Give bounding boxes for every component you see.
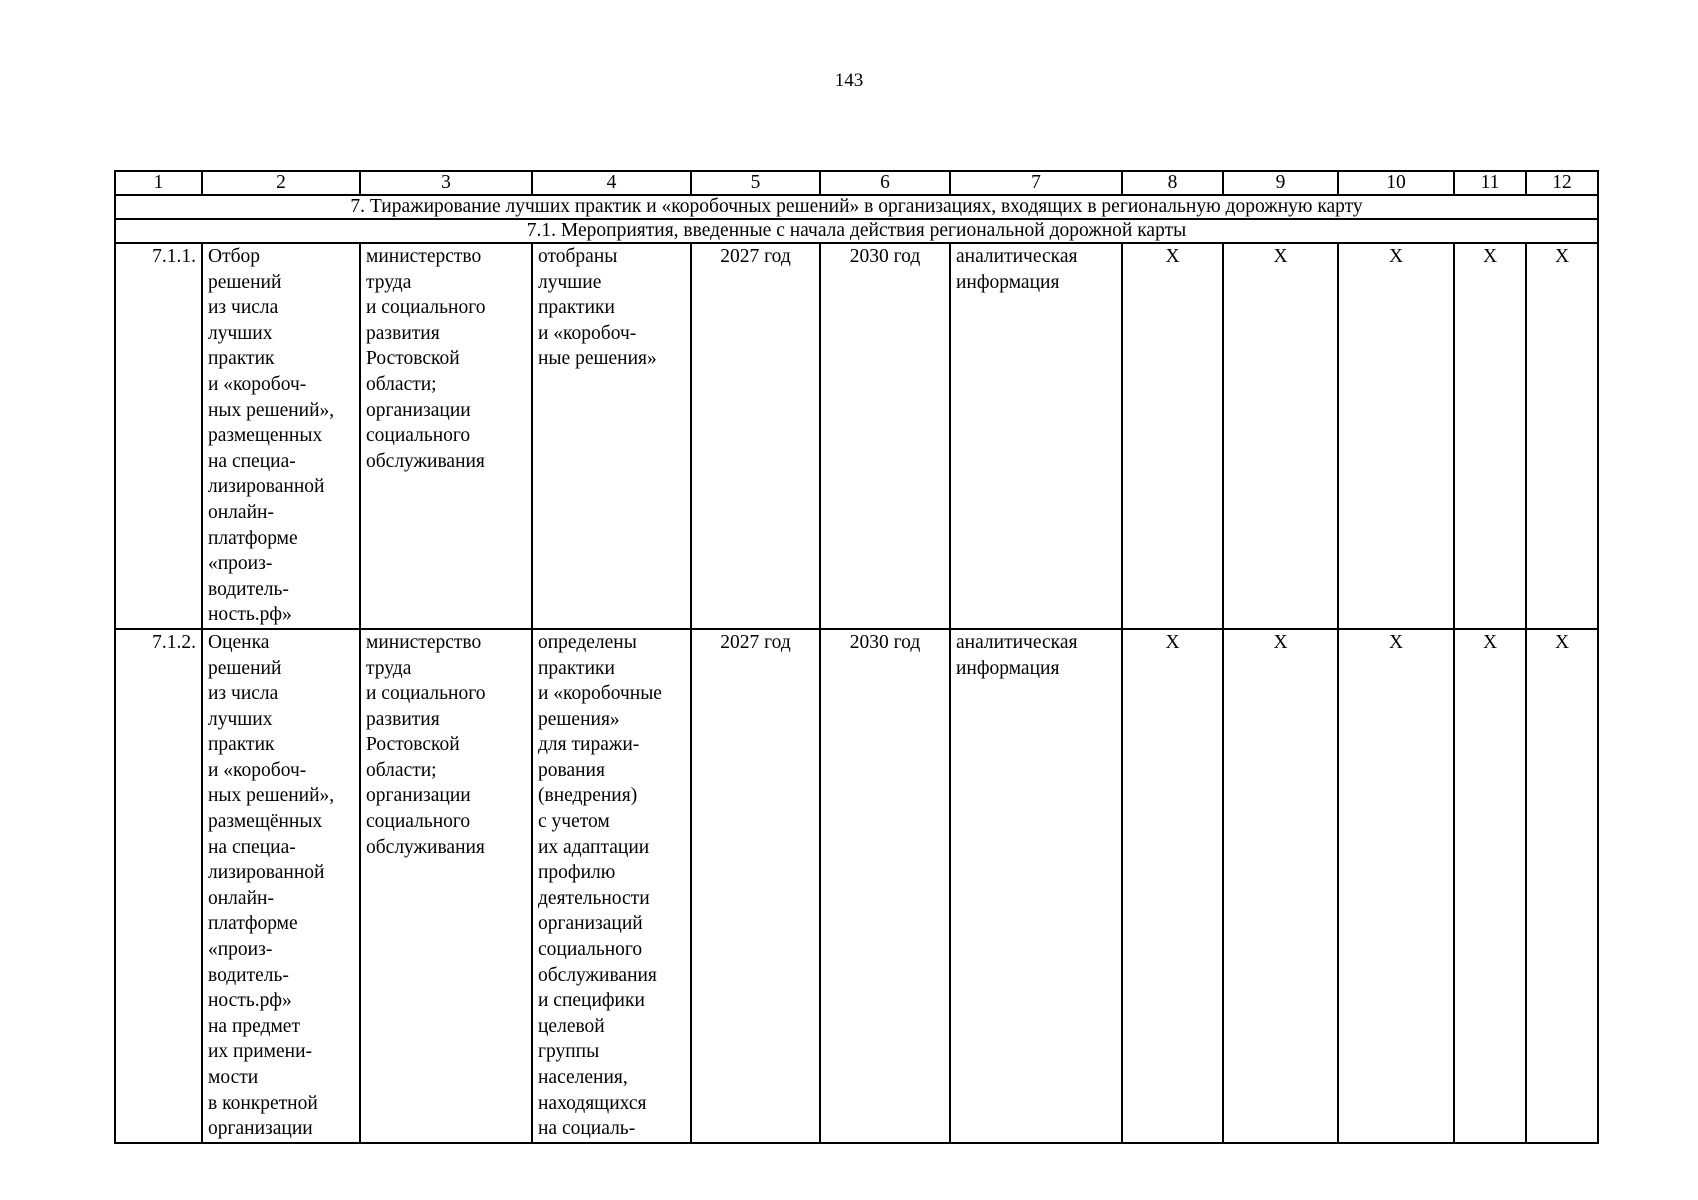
- cell-line: министерство: [366, 631, 482, 653]
- cell-line: труда: [366, 271, 412, 293]
- cell-line: отобраны: [538, 246, 618, 267]
- mark-cell: Х: [1122, 243, 1223, 629]
- start-date-cell: 2027 год: [691, 243, 820, 629]
- table-row: [115, 629, 1598, 1143]
- end-date-cell: 2030 год: [820, 629, 950, 1143]
- roadmap-table: [114, 170, 1599, 1144]
- cell-line: информация: [956, 657, 1060, 679]
- section-row: [115, 195, 1598, 219]
- cell-line: онлайн-: [208, 501, 274, 523]
- cell-line: «произ-: [208, 939, 273, 961]
- cell-line: профилю: [538, 862, 616, 884]
- cell-line: на специа-: [208, 836, 296, 858]
- cell-line: практик: [208, 734, 275, 756]
- cell-line: социального: [366, 425, 471, 447]
- section-title: 7. Тиражирование лучших практик и «коробочных решений» в организациях, входящих в региональную дорожную карту: [115, 195, 1598, 219]
- cell-line: области;: [366, 373, 437, 395]
- document-cell: [950, 629, 1122, 1143]
- cell-line: и «коробоч-: [208, 373, 307, 395]
- cell-line: развития: [366, 708, 440, 730]
- subsection-row: [115, 219, 1598, 243]
- mark-cell: Х: [1454, 243, 1526, 629]
- cell-line: онлайн-: [208, 887, 274, 909]
- cell-line: обслуживания: [538, 964, 657, 986]
- event-cell: [202, 243, 360, 629]
- cell-line: организации: [208, 1118, 313, 1140]
- column-header: 2: [202, 171, 360, 195]
- cell-line: Ростовской: [366, 734, 460, 756]
- cell-line: и специфики: [538, 990, 645, 1012]
- mark-cell: Х: [1454, 629, 1526, 1143]
- cell-line: в конкретной: [208, 1092, 318, 1114]
- cell-line: лучшие: [538, 271, 602, 293]
- cell-line: информация: [956, 271, 1060, 293]
- cell-line: решения»: [538, 708, 620, 730]
- cell-line: практик: [208, 348, 275, 370]
- mark-cell: Х: [1122, 629, 1223, 1143]
- cell-line: их адаптации: [538, 836, 650, 858]
- cell-line: Оценка: [208, 631, 270, 653]
- cell-line: аналитическая: [956, 631, 1078, 653]
- column-header: 12: [1526, 171, 1598, 195]
- mark-cell: Х: [1223, 243, 1338, 629]
- cell-line: ные решения»: [538, 348, 657, 370]
- mark-cell: Х: [1223, 629, 1338, 1143]
- cell-line: решений: [208, 271, 282, 293]
- cell-line: их примени-: [208, 1041, 313, 1063]
- column-header: 6: [820, 171, 950, 195]
- cell-line: водитель-: [208, 964, 289, 986]
- page-number: 143: [834, 70, 864, 91]
- column-header: 10: [1338, 171, 1454, 195]
- cell-line: и «коробоч-: [208, 759, 307, 781]
- cell-line: населения,: [538, 1067, 628, 1088]
- cell-line: министерство: [366, 246, 482, 267]
- cell-line: практики: [538, 297, 615, 319]
- cell-line: на социаль-: [538, 1118, 636, 1140]
- cell-line: лизированной: [208, 476, 325, 498]
- subsection-title: 7.1. Мероприятия, введенные с начала действия региональной дорожной карты: [115, 219, 1598, 243]
- responsible-cell: [360, 243, 532, 629]
- row-number: 7.1.2.: [115, 629, 202, 1143]
- column-header: 7: [950, 171, 1122, 195]
- cell-line: платформе: [208, 913, 298, 935]
- cell-line: практики: [538, 657, 615, 679]
- cell-line: из числа: [208, 683, 279, 705]
- cell-line: ность.рф»: [208, 604, 292, 626]
- cell-line: для тиражи-: [538, 734, 640, 756]
- cell-line: ных решений»,: [208, 399, 335, 421]
- cell-line: водитель-: [208, 578, 289, 600]
- cell-line: группы: [538, 1041, 600, 1063]
- cell-line: Ростовской: [366, 348, 460, 370]
- start-date-cell: 2027 год: [691, 629, 820, 1143]
- cell-line: ных решений»,: [208, 785, 335, 807]
- cell-line: развития: [366, 322, 440, 344]
- document-cell: [950, 243, 1122, 629]
- cell-line: и социального: [366, 683, 486, 705]
- cell-line: социального: [366, 811, 471, 833]
- cell-line: лизированной: [208, 862, 325, 884]
- cell-line: и «коробоч-: [538, 322, 637, 344]
- cell-line: организации: [366, 399, 471, 421]
- column-header: 9: [1223, 171, 1338, 195]
- cell-line: находящихся: [538, 1092, 647, 1114]
- mark-cell: Х: [1338, 629, 1454, 1143]
- cell-line: ность.рф»: [208, 990, 292, 1012]
- cell-line: обслуживания: [366, 836, 485, 858]
- cell-line: организации: [366, 785, 471, 807]
- cell-line: труда: [366, 657, 412, 679]
- column-header: 3: [360, 171, 532, 195]
- cell-line: лучших: [208, 708, 273, 730]
- cell-line: размещённых: [208, 811, 323, 833]
- responsible-cell: [360, 629, 532, 1143]
- cell-line: на специа-: [208, 450, 296, 472]
- cell-line: и «коробочные: [538, 683, 662, 705]
- cell-line: из числа: [208, 297, 279, 319]
- cell-line: решений: [208, 657, 282, 679]
- cell-line: рования: [538, 759, 605, 781]
- cell-line: лучших: [208, 322, 273, 344]
- cell-line: «произ-: [208, 553, 273, 575]
- column-header: 1: [115, 171, 202, 195]
- cell-line: социального: [538, 939, 643, 961]
- result-cell: [532, 629, 691, 1143]
- cell-line: (внедрения): [538, 785, 638, 807]
- table-row: [115, 243, 1598, 629]
- cell-line: обслуживания: [366, 450, 485, 472]
- column-header: 11: [1454, 171, 1526, 195]
- mark-cell: Х: [1526, 243, 1598, 629]
- column-header: 8: [1122, 171, 1223, 195]
- result-cell: [532, 243, 691, 629]
- cell-line: целевой: [538, 1015, 605, 1037]
- cell-line: аналитическая: [956, 246, 1078, 267]
- column-header: 5: [691, 171, 820, 195]
- cell-line: размещенных: [208, 425, 323, 447]
- cell-line: и социального: [366, 297, 486, 319]
- cell-line: на предмет: [208, 1015, 300, 1037]
- cell-line: области;: [366, 759, 437, 781]
- cell-line: платформе: [208, 527, 298, 549]
- cell-line: мости: [208, 1067, 259, 1088]
- cell-line: Отбор: [208, 246, 261, 267]
- row-number: 7.1.1.: [115, 243, 202, 629]
- event-cell: [202, 629, 360, 1143]
- mark-cell: Х: [1526, 629, 1598, 1143]
- cell-line: определены: [538, 631, 637, 653]
- cell-line: организаций: [538, 913, 643, 935]
- column-header: 4: [532, 171, 691, 195]
- end-date-cell: 2030 год: [820, 243, 950, 629]
- cell-line: с учетом: [538, 811, 610, 833]
- cell-line: деятельности: [538, 887, 650, 909]
- mark-cell: Х: [1338, 243, 1454, 629]
- column-number-row: [115, 171, 1598, 195]
